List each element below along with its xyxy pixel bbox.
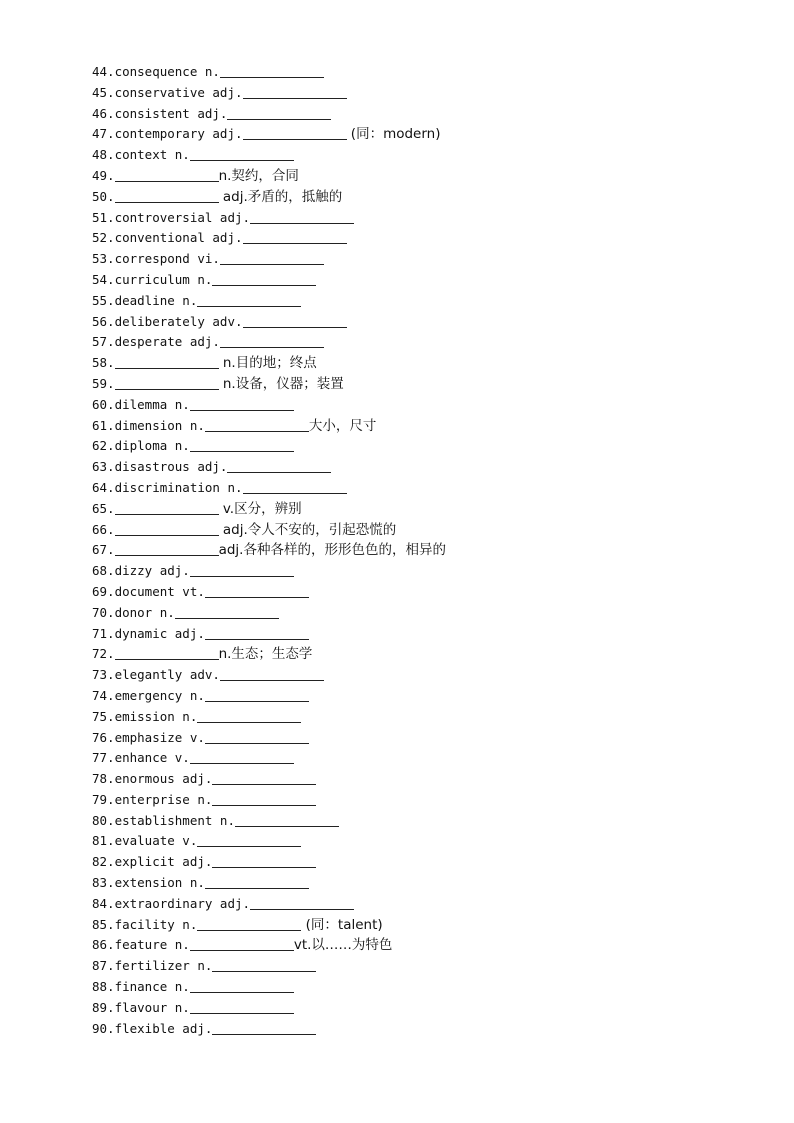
answer-blank[interactable]	[227, 458, 331, 473]
item-number: 82.	[92, 854, 115, 870]
list-item	[92, 894, 446, 915]
hint-text: adj.令人不安的，引起恐慌的	[218, 521, 397, 538]
item-number: 77.	[92, 750, 115, 766]
list-item	[92, 520, 446, 541]
item-number: 79.	[92, 791, 115, 807]
word-prompt: deliberately adv.	[114, 313, 243, 329]
list-item	[92, 561, 446, 582]
word-prompt: controversial adj.	[114, 209, 251, 225]
item-number: 76.	[92, 729, 115, 745]
item-number: 86.	[92, 937, 115, 953]
list-item	[92, 603, 446, 624]
item-number: 44.	[92, 64, 115, 79]
list-item	[92, 915, 446, 936]
answer-blank[interactable]	[205, 729, 309, 744]
list-item	[92, 478, 446, 499]
list-item	[92, 228, 446, 249]
hint-text: vt.以……为特色	[293, 937, 393, 954]
answer-blank[interactable]	[250, 895, 354, 910]
answer-blank[interactable]	[220, 63, 324, 78]
list-item	[92, 686, 446, 707]
list-item	[92, 852, 446, 873]
hint-text: n.契约，合同	[218, 167, 299, 184]
word-prompt: discrimination n.	[114, 479, 243, 495]
list-item	[92, 208, 446, 229]
item-number: 62.	[92, 438, 115, 454]
list-item	[92, 977, 446, 998]
item-number: 75.	[92, 708, 115, 724]
answer-blank[interactable]	[243, 313, 347, 328]
list-item	[92, 582, 446, 603]
item-number: 50.	[92, 188, 115, 204]
item-number: 74.	[92, 687, 115, 703]
item-number: 60.	[92, 396, 115, 412]
word-prompt: elegantly adv.	[114, 667, 220, 683]
answer-blank[interactable]	[190, 146, 294, 161]
list-item	[92, 707, 446, 728]
answer-blank[interactable]	[115, 541, 219, 556]
item-number: 47.	[92, 126, 115, 142]
list-item	[92, 353, 446, 374]
answer-blank[interactable]	[190, 437, 294, 452]
item-number: 52.	[92, 230, 115, 246]
list-item	[92, 1019, 446, 1040]
hint-text: 大小，尺寸	[308, 417, 377, 434]
answer-blank[interactable]	[235, 812, 339, 827]
list-item	[92, 416, 446, 437]
list-item	[92, 457, 446, 478]
answer-blank[interactable]	[197, 832, 301, 847]
hint-text: adj.各种各样的，形形色色的，相异的	[218, 542, 446, 559]
answer-blank[interactable]	[190, 749, 294, 764]
list-item	[92, 166, 446, 187]
list-item	[92, 270, 446, 291]
answer-blank[interactable]	[115, 645, 219, 660]
list-item	[92, 312, 446, 333]
list-item	[92, 124, 446, 145]
word-prompt: evaluate v.	[114, 833, 198, 849]
answer-blank[interactable]	[205, 417, 309, 432]
answer-blank[interactable]	[212, 957, 316, 972]
item-number: 66.	[92, 521, 115, 537]
hint-text: (同：talent)	[301, 916, 383, 933]
answer-blank[interactable]	[227, 105, 331, 120]
answer-blank[interactable]	[250, 209, 354, 224]
word-prompt: donor n.	[114, 604, 175, 620]
item-number: 81.	[92, 833, 115, 849]
list-item	[92, 436, 446, 457]
item-number: 84.	[92, 895, 115, 911]
list-item	[92, 873, 446, 894]
word-prompt: enormous adj.	[114, 771, 213, 787]
item-number: 56.	[92, 313, 115, 329]
hint-text: n.设备，仪器；装置	[218, 375, 344, 392]
item-number: 65.	[92, 500, 115, 516]
list-item	[92, 811, 446, 832]
list-item	[92, 935, 446, 956]
item-number: 80.	[92, 812, 115, 828]
list-item	[92, 332, 446, 353]
list-item	[92, 83, 446, 104]
answer-blank[interactable]	[115, 521, 219, 536]
item-number: 63.	[92, 459, 115, 475]
item-number: 67.	[92, 542, 115, 558]
list-item	[92, 769, 446, 790]
list-item	[92, 374, 446, 395]
answer-blank[interactable]	[115, 375, 219, 390]
item-number: 85.	[92, 916, 115, 932]
item-number: 49.	[92, 167, 115, 183]
word-prompt: desperate adj.	[114, 334, 220, 350]
item-number: 55.	[92, 292, 115, 308]
item-number: 73.	[92, 667, 115, 683]
answer-blank[interactable]	[220, 333, 324, 348]
list-item	[92, 62, 446, 83]
list-item	[92, 499, 446, 520]
list-item	[92, 790, 446, 811]
item-number: 45.	[92, 84, 115, 100]
item-number: 48.	[92, 147, 115, 163]
word-prompt: fertilizer n.	[114, 958, 213, 974]
answer-blank[interactable]	[115, 354, 219, 369]
item-number: 59.	[92, 375, 115, 391]
answer-blank[interactable]	[197, 916, 301, 931]
list-item	[92, 998, 446, 1019]
hint-text: v.区分，辨别	[218, 500, 302, 517]
answer-blank[interactable]	[190, 396, 294, 411]
item-number: 90.	[92, 1020, 115, 1036]
word-prompt: diploma n.	[114, 438, 190, 454]
answer-blank[interactable]	[212, 271, 316, 286]
word-prompt: disastrous adj.	[114, 459, 228, 475]
list-item	[92, 540, 446, 561]
word-prompt: emphasize v.	[114, 729, 205, 745]
item-number: 78.	[92, 771, 115, 787]
answer-blank[interactable]	[212, 853, 316, 868]
item-number: 46.	[92, 105, 115, 121]
word-prompt: dimension n.	[114, 417, 205, 433]
item-number: 72.	[92, 646, 115, 662]
answer-blank[interactable]	[115, 500, 219, 515]
item-number: 87.	[92, 958, 115, 974]
answer-blank[interactable]	[243, 84, 347, 99]
answer-blank[interactable]	[197, 292, 301, 307]
word-prompt: facility n.	[114, 916, 198, 932]
word-prompt: deadline n.	[114, 292, 198, 308]
word-prompt: enterprise n.	[114, 791, 213, 807]
item-number: 88.	[92, 979, 115, 995]
vocabulary-list	[92, 62, 446, 1039]
word-prompt: explicit adj.	[114, 854, 213, 870]
answer-blank[interactable]	[190, 999, 294, 1014]
list-item	[92, 395, 446, 416]
hint-text: n.目的地；终点	[218, 355, 317, 372]
answer-blank[interactable]	[190, 562, 294, 577]
list-item	[92, 665, 446, 686]
list-item	[92, 104, 446, 125]
item-number: 83.	[92, 875, 115, 891]
word-prompt: conservative adj.	[114, 84, 243, 100]
word-prompt: flexible adj.	[114, 1020, 213, 1036]
word-prompt: establishment n.	[114, 812, 235, 828]
answer-blank[interactable]	[205, 625, 309, 640]
list-item	[92, 187, 446, 208]
answer-blank[interactable]	[115, 167, 219, 182]
answer-blank[interactable]	[205, 874, 309, 889]
answer-blank[interactable]	[190, 936, 294, 951]
word-prompt: document vt.	[114, 583, 205, 599]
word-prompt: extraordinary adj.	[114, 895, 251, 911]
word-prompt: emergency n.	[114, 687, 205, 703]
list-item	[92, 145, 446, 166]
word-prompt: extension n.	[114, 875, 205, 891]
item-number: 61.	[92, 417, 115, 433]
hint-text: n.生态；生态学	[218, 646, 313, 663]
answer-blank[interactable]	[212, 791, 316, 806]
list-item	[92, 624, 446, 645]
item-number: 53.	[92, 251, 115, 267]
answer-blank[interactable]	[175, 604, 279, 619]
answer-blank[interactable]	[197, 708, 301, 723]
item-number: 58.	[92, 355, 115, 371]
item-number: 71.	[92, 625, 115, 641]
answer-blank[interactable]	[243, 125, 347, 140]
word-prompt: consequence n.	[114, 64, 220, 79]
answer-blank[interactable]	[212, 1020, 316, 1035]
list-item	[92, 748, 446, 769]
list-item	[92, 644, 446, 665]
item-number: 69.	[92, 583, 115, 599]
answer-blank[interactable]	[190, 978, 294, 993]
word-prompt: dilemma n.	[114, 396, 190, 412]
item-number: 89.	[92, 999, 115, 1015]
word-prompt: emission n.	[114, 708, 198, 724]
item-number: 57.	[92, 334, 115, 350]
item-number: 70.	[92, 604, 115, 620]
word-prompt: contemporary adj.	[114, 126, 243, 142]
item-number: 64.	[92, 479, 115, 495]
word-prompt: flavour n.	[114, 999, 190, 1015]
answer-blank[interactable]	[205, 687, 309, 702]
answer-blank[interactable]	[212, 770, 316, 785]
item-number: 68.	[92, 563, 115, 579]
hint-text: adj.矛盾的，抵触的	[218, 188, 343, 205]
word-prompt: dizzy adj.	[114, 563, 190, 579]
word-prompt: enhance v.	[114, 750, 190, 766]
list-item	[92, 291, 446, 312]
answer-blank[interactable]	[115, 188, 219, 203]
answer-blank[interactable]	[243, 229, 347, 244]
word-prompt: correspond vi.	[114, 251, 220, 267]
word-prompt: finance n.	[114, 979, 190, 995]
word-prompt: consistent adj.	[114, 105, 228, 121]
answer-blank[interactable]	[243, 479, 347, 494]
word-prompt: curriculum n.	[114, 271, 213, 287]
answer-blank[interactable]	[220, 250, 324, 265]
answer-blank[interactable]	[220, 666, 324, 681]
list-item	[92, 831, 446, 852]
list-item	[92, 249, 446, 270]
word-prompt: context n.	[114, 147, 190, 163]
answer-blank[interactable]	[205, 583, 309, 598]
hint-text: (同：modern)	[346, 126, 441, 143]
word-prompt: dynamic adj.	[114, 625, 205, 641]
list-item	[92, 956, 446, 977]
item-number: 51.	[92, 209, 115, 225]
word-prompt: conventional adj.	[114, 230, 243, 246]
word-prompt: feature n.	[114, 937, 190, 953]
list-item	[92, 728, 446, 749]
item-number: 54.	[92, 271, 115, 287]
